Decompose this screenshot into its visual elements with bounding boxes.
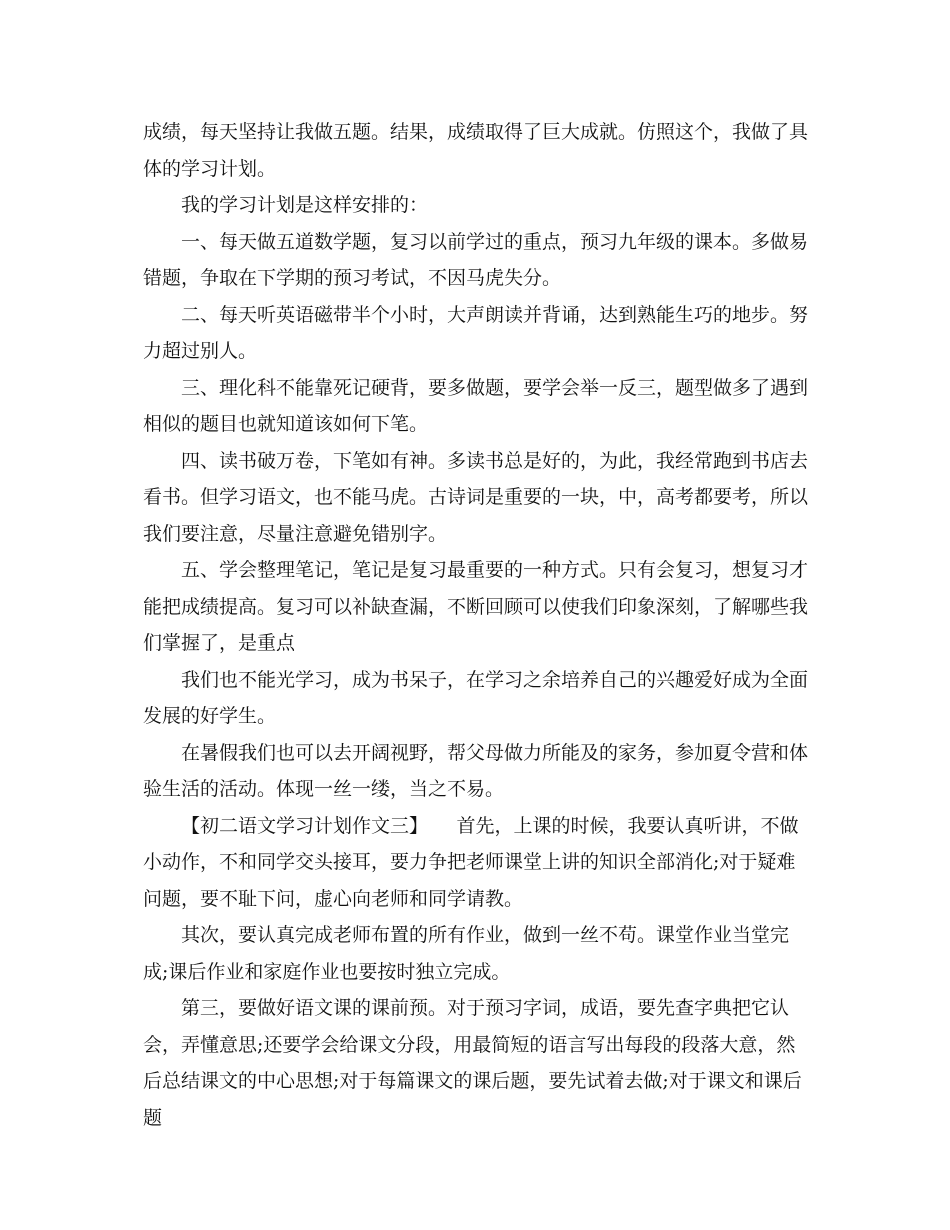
paragraph-6: 四、读书破万卷，下笔如有神。多读书总是好的，为此，我经常跑到书店去看书。但学习语文，也不能马虎。古诗词是重要的一块，中，高考都要考，所以我们要注意，尽量注意避免错别字。 xyxy=(143,449,809,545)
paragraph-8: 我们也不能光学习，成为书呆子，在学习之余培养自己的兴趣爱好成为全面发展的好学生。 xyxy=(143,668,809,727)
paragraph-9: 在暑假我们也可以去开阔视野，帮父母做力所能及的家务，参加夏令营和体验生活的活动。体现一丝一缕，当之不易。 xyxy=(143,741,809,800)
paragraph-7: 五、学会整理笔记，笔记是复习最重要的一种方式。只有会复习，想复习才能把成绩提高。复习可以补缺查漏，不断回顾可以使我们印象深刻，了解哪些我们掌握了，是重点 xyxy=(143,559,809,654)
paragraph-12: 第三，要做好语文课的课前预。对于预习字词，成语，要先查字典把它认会，弄懂意思;还要学会给课文分段，用最简短的语言写出每段的段落大意，然后总结课文的中心思想;对于每篇课文的课后题，要先试着去做;对于课文和课后题 xyxy=(143,997,802,1129)
paragraph-10: 【初二语文学习计划作文三】 首先，上课的时候，我要认真听讲，不做小动作，不和同学交头接耳，要力争把老师课堂上讲的知识全部消化;对于疑难问题，要不耻下问，虚心向老师和同学请教。 xyxy=(143,814,799,910)
paragraph-3: 一、每天做五道数学题，复习以前学过的重点，预习九年级的课本。多做易错题，争取在下学期的预习考试，不因马虎失分。 xyxy=(143,230,809,289)
paragraph-2: 我的学习计划是这样安排的： xyxy=(181,194,429,216)
paragraph-1: 成绩，每天坚持让我做五题。结果，成绩取得了巨大成就。仿照这个，我做了具体的学习计划。 xyxy=(143,121,809,180)
paragraph-5: 三、理化科不能靠死记硬背，要多做题，要学会举一反三，题型做多了遇到相似的题目也就知道该如何下笔。 xyxy=(143,376,809,435)
paragraph-4: 二、每天听英语磁带半个小时，大声朗读并背诵，达到熟能生巧的地步。努力超过别人。 xyxy=(143,303,809,362)
document-body xyxy=(143,114,808,1136)
paragraph-11: 其次，要认真完成老师布置的所有作业，做到一丝不苟。课堂作业当堂完成;课后作业和家庭作业也要按时独立完成。 xyxy=(143,924,790,983)
